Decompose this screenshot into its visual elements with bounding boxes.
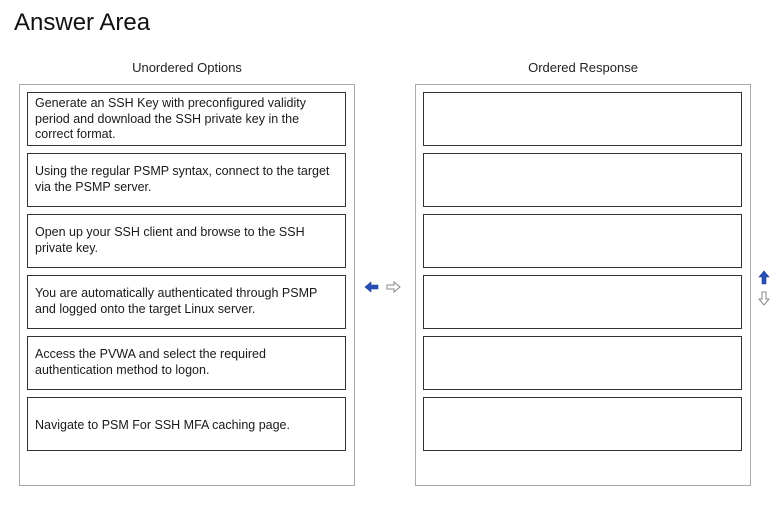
option-item[interactable]: [27, 397, 346, 451]
option-item[interactable]: [27, 92, 346, 146]
arrow-down-icon: [757, 290, 771, 306]
arrow-left-icon: [364, 280, 380, 294]
option-text: Access the PVWA and select the required authentication method to logon.: [35, 347, 266, 377]
option-text: Using the regular PSMP syntax, connect to the target via the PSMP server.: [35, 164, 330, 194]
arrow-up-icon: [757, 270, 771, 286]
option-item[interactable]: [27, 153, 346, 207]
response-slot-3[interactable]: [423, 214, 742, 268]
response-slot-2[interactable]: [423, 153, 742, 207]
answer-area-title: Answer Area: [14, 9, 151, 36]
response-slot-6[interactable]: [423, 397, 742, 451]
option-text: Open up your SSH client and browse to the SSH private key.: [35, 225, 305, 255]
unordered-options-label: Unordered Options: [132, 60, 242, 75]
option-text: Generate an SSH Key with preconfigured validity period and download the SSH private key in the correct format.: [35, 96, 306, 141]
move-down-button[interactable]: [757, 290, 771, 306]
ordered-response-label: Ordered Response: [528, 60, 638, 75]
unordered-options-panel: [19, 84, 355, 486]
move-right-button[interactable]: [385, 280, 401, 294]
option-text: Navigate to PSM For SSH MFA caching page.: [35, 417, 290, 432]
ordered-response-panel: [415, 84, 751, 486]
response-slot-5[interactable]: [423, 336, 742, 390]
move-left-button[interactable]: [364, 280, 380, 294]
response-slot-4[interactable]: [423, 275, 742, 329]
move-up-button[interactable]: [757, 270, 771, 286]
arrow-right-icon: [385, 280, 401, 294]
option-item[interactable]: [27, 275, 346, 329]
option-item[interactable]: [27, 336, 346, 390]
response-slot-1[interactable]: [423, 92, 742, 146]
option-item[interactable]: [27, 214, 346, 268]
option-text: You are automatically authenticated through PSMP and logged onto the target Linux server.: [35, 286, 318, 316]
